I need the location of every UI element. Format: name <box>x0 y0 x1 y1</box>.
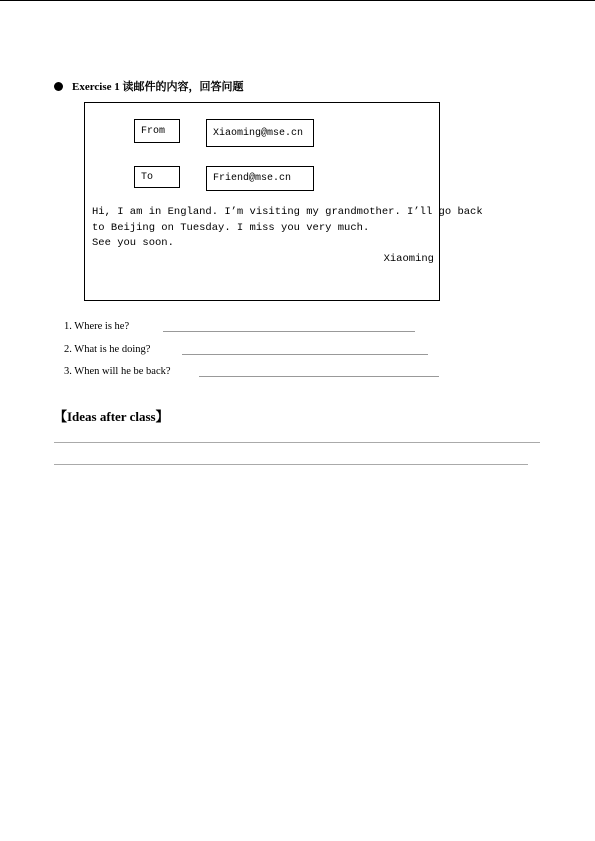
to-field: Friend@mse.cn <box>206 166 314 191</box>
question-2: 2. What is he doing? <box>64 344 151 355</box>
question-3: 3. When will he be back? <box>64 366 171 377</box>
ideas-heading: 【Ideas after class】 <box>54 409 169 424</box>
email-box <box>84 102 483 301</box>
ideas-writing-line-2[interactable] <box>54 464 528 465</box>
answer-line-3[interactable] <box>199 376 439 377</box>
top-rule <box>0 0 595 1</box>
question-1: 1. Where is he? <box>64 321 130 332</box>
ideas-writing-line-1[interactable] <box>54 442 540 443</box>
exercise-title: Exercise 1 读邮件的内容，回答问题 <box>72 81 244 93</box>
answer-line-1[interactable] <box>163 331 415 332</box>
answer-line-2[interactable] <box>182 354 428 355</box>
email-body-line: See you soon. <box>92 237 174 249</box>
email-signature: Xiaoming <box>383 252 434 265</box>
exercise-heading <box>54 78 244 94</box>
from-label: From <box>134 119 180 143</box>
bullet-icon <box>54 82 63 91</box>
email-body-line: to Beijing on Tuesday. I miss you very much. <box>92 221 370 234</box>
email-body <box>92 205 483 267</box>
from-field: Xiaoming@mse.cn <box>206 119 314 147</box>
to-label: To <box>134 166 180 188</box>
email-body-line: Hi, I am in England. I’m visiting my grandmother. I’ll go back <box>92 206 483 218</box>
